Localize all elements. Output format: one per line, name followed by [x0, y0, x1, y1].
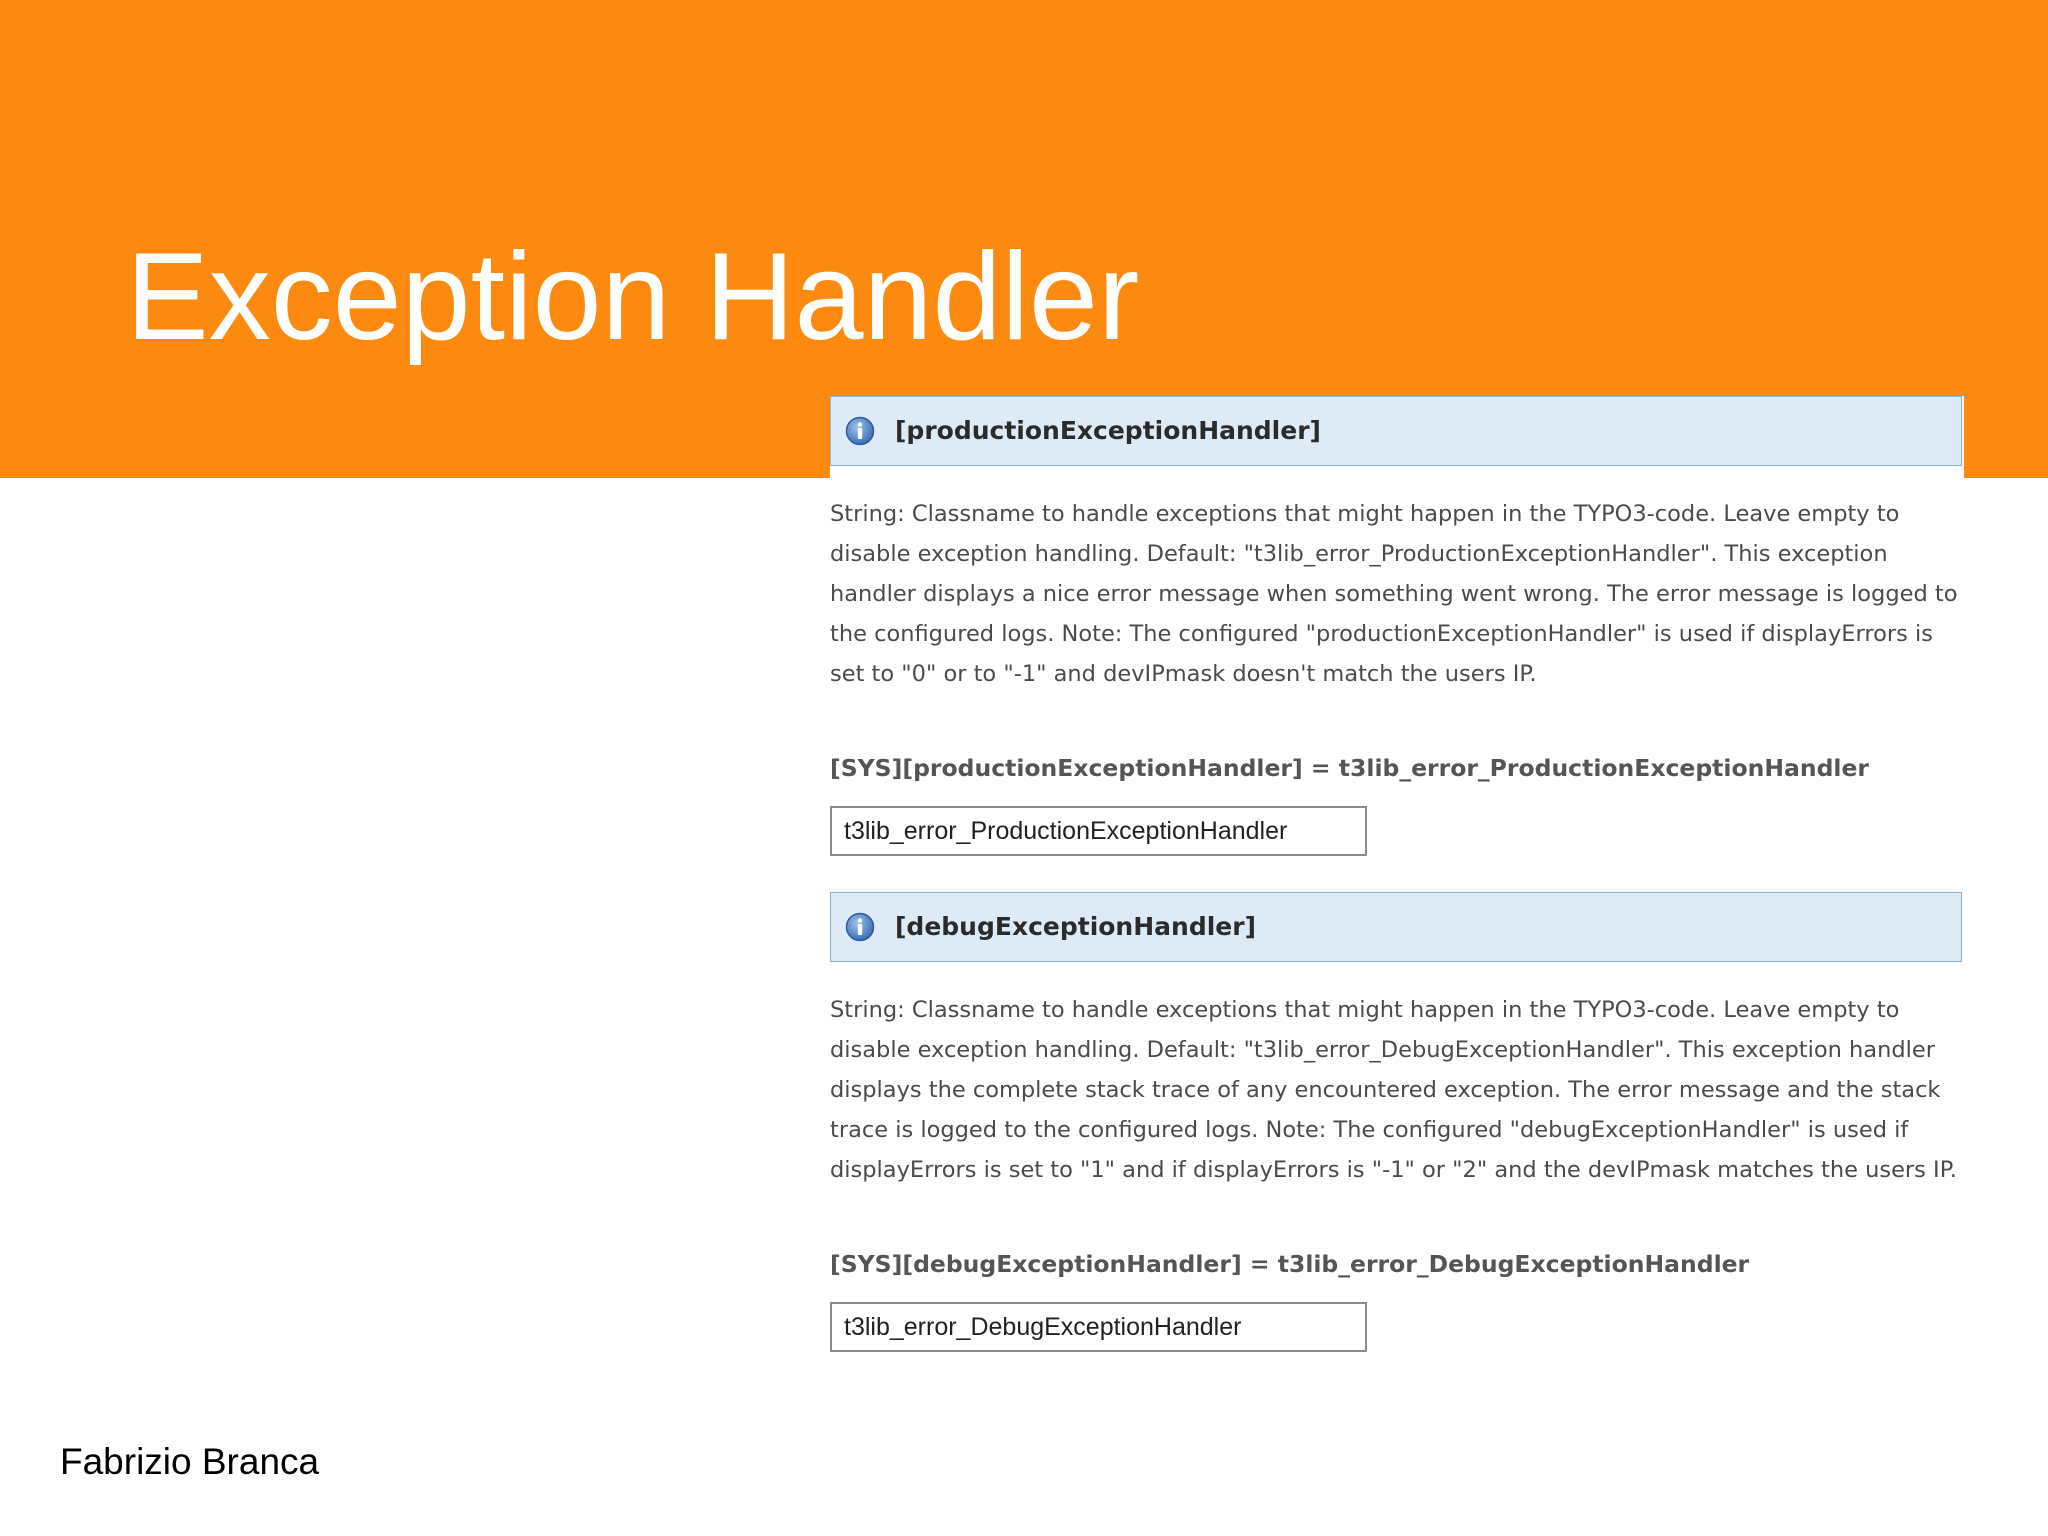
section-header: [830, 892, 1962, 962]
debug-exception-handler-input[interactable]: [830, 1302, 1367, 1352]
config-key-label: [SYS][debugExceptionHandler] = t3lib_error_DebugExceptionHandler: [830, 1250, 1750, 1278]
section-description: String: Classname to handle exceptions that might happen in the TYPO3-code. Leave empty to disable exception handling. Default: "t3lib_error_ProductionExceptionHandler". This exception handler displays a nice error message when something went wrong. The error message is logged to the configured logs. Note: The configured "productionExceptionHandler" is used if displayErrors is set to "0" or to "-1" and devIPmask doesn't match the users IP.: [830, 501, 1958, 687]
info-icon: [845, 912, 875, 942]
section-title: [productionExceptionHandler]: [895, 416, 1321, 445]
section-title: [debugExceptionHandler]: [895, 912, 1256, 941]
production-exception-handler-input[interactable]: [830, 806, 1367, 856]
section-description: String: Classname to handle exceptions that might happen in the TYPO3-code. Leave empty to disable exception handling. Default: "t3lib_error_DebugExceptionHandler". This exception handler displays the complete stack trace of any encountered exception. The error message and the stack trace is logged to the configured logs. Note: The configured "debugExceptionHandler" is used if displayErrors is set to "1" and if displayErrors is "-1" or "2" and the devIPmask matches the users IP.: [830, 997, 1957, 1183]
section-header: [830, 396, 1962, 466]
config-key-label: [SYS][productionExceptionHandler] = t3lib_error_ProductionExceptionHandler: [830, 754, 1870, 782]
config-panel: [830, 396, 1964, 1372]
info-icon: [845, 416, 875, 446]
author-name: Fabrizio Branca: [60, 1441, 320, 1482]
slide-title: Exception Handler: [126, 228, 1140, 366]
